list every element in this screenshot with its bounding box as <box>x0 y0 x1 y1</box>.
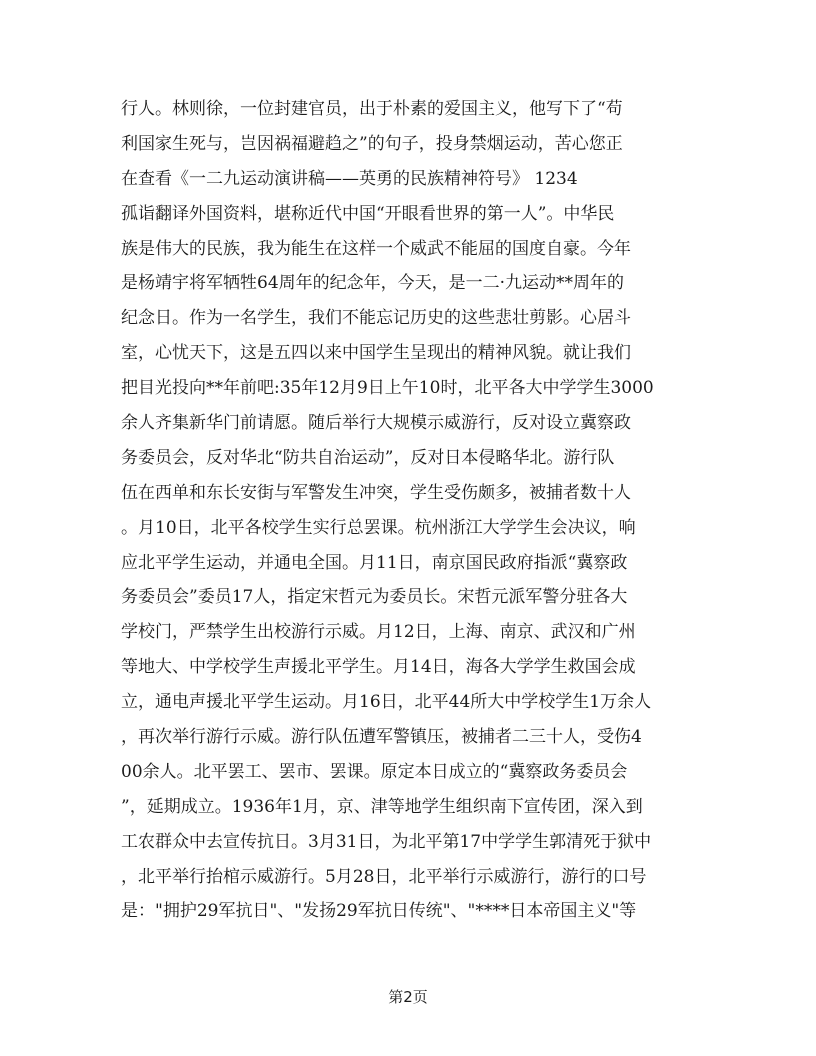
text-line: 族是伟大的民族，我为能生在这样一个威武不能屈的国度自豪。今年 <box>121 238 631 259</box>
text-line: 行人。林则徐，一位封建官员，出于朴素的爱国主义，他写下了“苟 <box>121 99 623 119</box>
text-line: ，再次举行游行示威。游行队伍遭军警镇压，被捕者二三十人，受伤4 <box>121 727 642 748</box>
text-line: ”，延期成立。1936年1月，京、津等地学生组织南下宣传团，深入到 <box>121 796 643 817</box>
text-line: 务委员会”委员17人，指定宋哲元为委员长。宋哲元派军警分驻各大 <box>121 587 628 608</box>
text-line: 务委员会，反对华北“防共自治运动”，反对日本侵略华北。游行队 <box>121 447 615 468</box>
text-line: ，北平举行抬棺示威游行。5月28日，北平举行示威游行，游行的口号 <box>121 866 647 887</box>
text-line: 等地大、中学校学生声援北平学生。月14日，海各大学学生救国会成 <box>121 657 636 678</box>
page-number: 第2页 <box>388 988 428 1006</box>
body-text <box>121 92 687 929</box>
text-line: 在查看《一二九运动演讲稿——英勇的民族精神符号》 1234 <box>121 168 578 189</box>
text-line: 余人齐集新华门前请愿。随后举行大规模示威游行，反对设立冀察政 <box>121 413 631 434</box>
text-line: 00余人。北平罢工、罢市、罢课。原定本日成立的“冀察政务委员会 <box>121 761 628 782</box>
text-line: 立，通电声援北平学生运动。月16日，北平44所大中学校学生1万余人 <box>121 692 652 713</box>
text-line: 学校门，严禁学生出校游行示威。月12日，上海、南京、武汉和广州 <box>121 622 636 643</box>
text-line: 把目光投向**年前吧:35年12月9日上午10时，北平各大中学学生3000 <box>121 378 654 399</box>
text-line: 工农群众中去宣传抗日。3月31日，为北平第17中学学生郭清死于狱中 <box>121 831 652 852</box>
text-line: 纪念日。作为一名学生，我们不能忘记历史的这些悲壮剪影。心居斗 <box>121 308 631 329</box>
text-line: 利国家生死与，岂因祸福避趋之”的句子，投身禁烟运动，苦心您正 <box>121 133 623 154</box>
text-line: 是："拥护29军抗日"、"发扬29军抗日传统"、"****日本帝国主义"等 <box>121 901 637 922</box>
text-line: 是杨靖宇将军牺牲64周年的纪念年，今天，是一二·九运动**周年的 <box>121 273 625 294</box>
text-line: 。月10日，北平各校学生实行总罢课。杭州浙江大学学生会决议，响 <box>121 517 636 538</box>
text-line: 室，心忧天下，这是五四以来中国学生呈现出的精神风貌。就让我们 <box>121 343 631 364</box>
text-line: 伍在西单和东长安街与军警发生冲突，学生受伤颇多，被捕者数十人 <box>121 482 631 503</box>
text-line: 应北平学生运动，并通电全国。月11日，南京国民政府指派“冀察政 <box>121 552 628 573</box>
text-line: 孤诣翻译外国资料，堪称近代中国“开眼看世界的第一人”。中华民 <box>121 203 615 224</box>
